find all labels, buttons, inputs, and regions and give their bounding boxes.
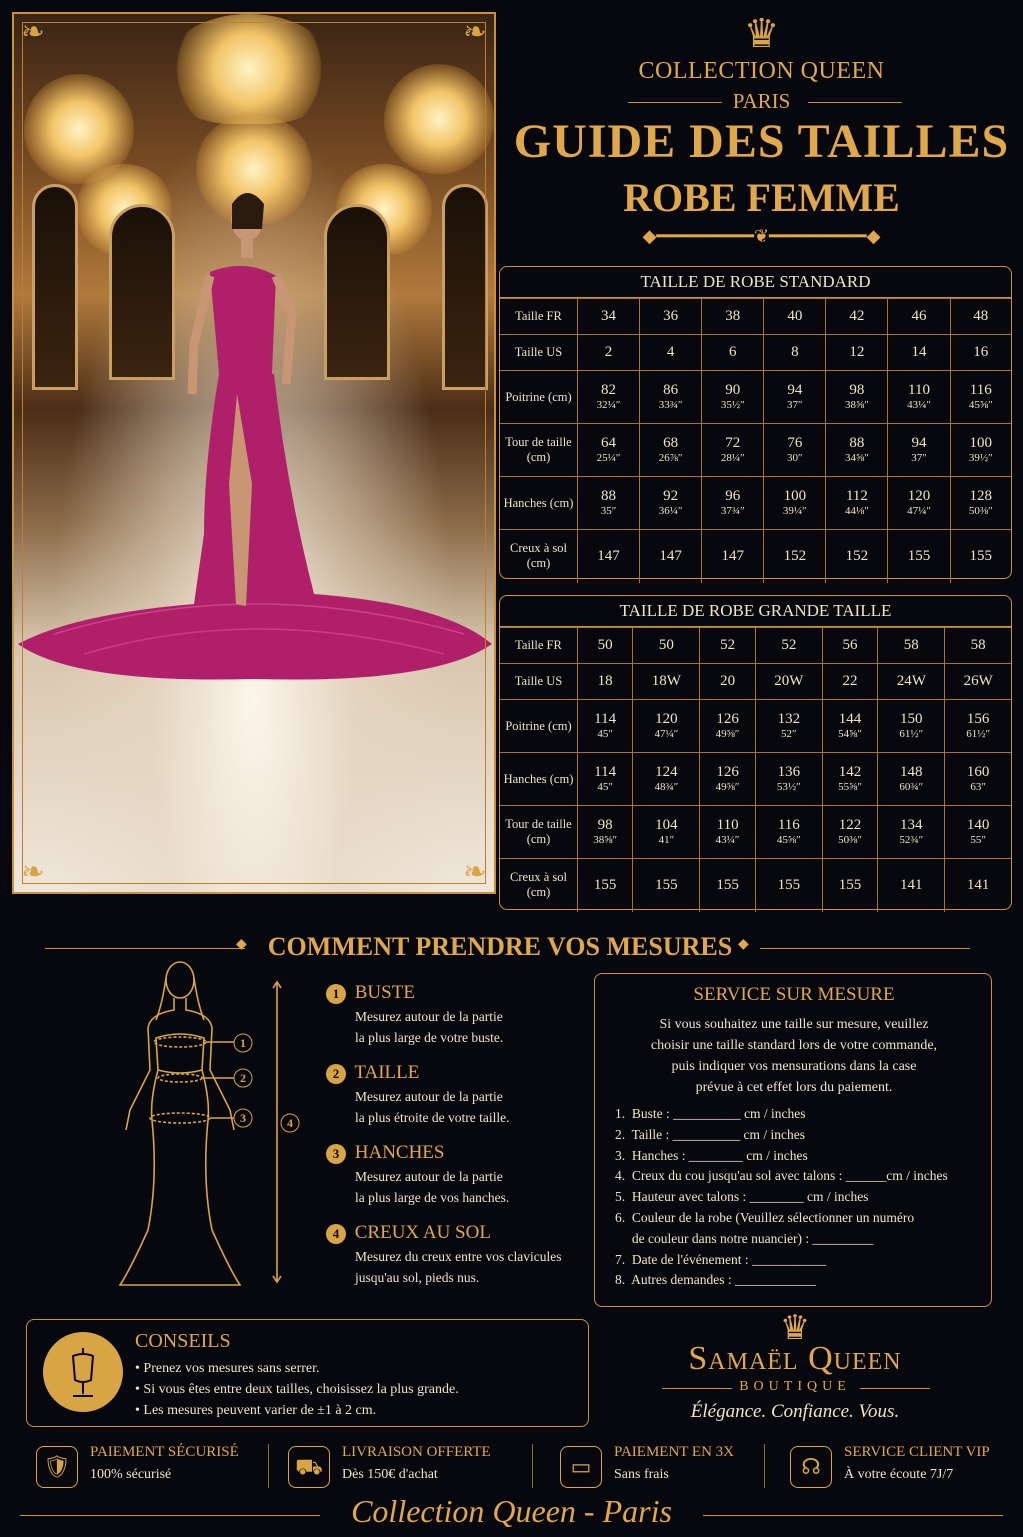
table-cell: 156 61½″ (945, 700, 1011, 753)
table-cell: 116 45⅝″ (950, 371, 1011, 424)
boutique-name: Samaël Queen (688, 1340, 902, 1377)
table-cell: 12 (826, 335, 888, 371)
table-cell: 88 34⅝″ (826, 424, 888, 477)
table-row (500, 335, 1011, 371)
table-cell: 82 32¼″ (578, 371, 640, 424)
table-cell: 14 (888, 335, 950, 371)
step-title: HANCHES (350, 1142, 445, 1163)
table-cell: 104 41″ (633, 806, 700, 859)
table-title: TAILLE DE ROBE STANDARD (500, 267, 1011, 298)
intro-line: puis indiquer vos mensurations dans la case (671, 1059, 917, 1074)
table-cell: 160 63″ (945, 753, 1011, 806)
service-intro (595, 1014, 993, 1098)
table-cell: 48 (950, 299, 1011, 335)
feature-title: PAIEMENT SÉCURISÉ (90, 1444, 239, 1460)
table-cell: 20 (700, 664, 755, 700)
table-row (500, 424, 1011, 477)
row-label: Taille FR (500, 299, 578, 335)
table-cell: 38 (702, 299, 764, 335)
measure-step (326, 1062, 586, 1128)
feature-subtitle: Dès 150€ d'achat (342, 1467, 438, 1482)
hero-photo (12, 12, 496, 894)
table-cell: 94 37″ (888, 424, 950, 477)
figure-label-4: 4 (287, 1116, 293, 1130)
table-cell: 147 (702, 530, 764, 583)
table-cell: 8 (764, 335, 826, 371)
shield-lock-icon: 🛡 (36, 1446, 78, 1488)
table-cell: 126 49⅝″ (700, 700, 755, 753)
feature-item (790, 1442, 1020, 1492)
table-cell: 116 45⅝″ (755, 806, 822, 859)
crown-icon: ♛ (743, 11, 780, 56)
table-cell: 134 52¾″ (878, 806, 945, 859)
page-title: GUIDE DES TAILLES (513, 115, 1010, 168)
header (500, 10, 1023, 57)
row-label: Creux à sol (cm) (500, 530, 578, 583)
features-bar (0, 1436, 1023, 1496)
table-cell: 128 50⅜″ (950, 477, 1011, 530)
figure-label-1: 1 (240, 1036, 246, 1050)
feature-title: LIVRAISON OFFERTE (342, 1444, 491, 1460)
table-cell: 148 60¾″ (878, 753, 945, 806)
body-silhouette (110, 960, 310, 1290)
step-title: CREUX AU SOL (350, 1222, 491, 1243)
table-cell: 98 38⅝″ (826, 371, 888, 424)
diamond-icon: ◆ (236, 937, 247, 952)
plus-size-table (499, 595, 1012, 910)
section-title: COMMENT PRENDRE VOS MESURES (267, 932, 733, 961)
table-row (500, 299, 1011, 335)
table-cell: 122 50⅜″ (822, 806, 877, 859)
table-row (500, 371, 1011, 424)
service-list (615, 1104, 985, 1291)
table-cell: 50 (578, 628, 633, 664)
row-label: Taille US (500, 335, 578, 371)
feature-subtitle: Sans frais (614, 1467, 669, 1482)
corner-ornament-icon: ❧ (21, 17, 45, 48)
table-cell: 18 (578, 664, 633, 700)
step-title: BUSTE (350, 982, 415, 1003)
tips-title: CONSEILS (135, 1330, 231, 1352)
diamond-icon: ◆ (738, 937, 749, 952)
table-cell: 86 33¾″ (640, 371, 702, 424)
boutique-tagline: Élégance. Confiance. Vous. (690, 1401, 900, 1422)
table-cell: 152 (826, 530, 888, 583)
table-cell: 124 48¾″ (633, 753, 700, 806)
figure-label-3: 3 (240, 1111, 246, 1125)
table-cell: 155 (888, 530, 950, 583)
table-cell: 90 35½″ (702, 371, 764, 424)
tip-item: • Les mesures peuvent varier de ±1 à 2 cm. (135, 1403, 377, 1418)
tips-box (26, 1319, 589, 1427)
row-label: Poitrine (cm) (500, 371, 578, 424)
footer-signature: Collection Queen - Paris (351, 1493, 672, 1529)
table-cell: 98 38⅝″ (578, 806, 633, 859)
mannequin-icon (43, 1332, 123, 1412)
table-cell: 2 (578, 335, 640, 371)
table-cell: 120 47¼″ (888, 477, 950, 530)
service-item: 2. Taille : __________ cm / inches (615, 1126, 806, 1142)
table-cell: 141 (945, 859, 1011, 912)
row-label: Taille US (500, 664, 578, 700)
table-row (500, 859, 1011, 912)
step-description: Mesurez autour de la partie la plus étroite de votre taille. (355, 1089, 510, 1125)
table-cell: 152 (764, 530, 826, 583)
standard-size-table (499, 266, 1012, 579)
table-cell: 120 47¼″ (633, 700, 700, 753)
table-cell: 144 54⅝″ (822, 700, 877, 753)
table-cell: 18W (633, 664, 700, 700)
credit-card-icon: ▭ (560, 1446, 602, 1488)
step-number: 3 (326, 1144, 346, 1164)
service-item: 6. Couleur de la robe (Veuillez sélectionner un numéro (615, 1209, 915, 1225)
table-cell: 68 26⅞″ (640, 424, 702, 477)
table-row (500, 806, 1011, 859)
row-label: Poitrine (cm) (500, 700, 578, 753)
table-cell: 64 25¼″ (578, 424, 640, 477)
table-title: TAILLE DE ROBE GRANDE TAILLE (500, 596, 1011, 627)
table-cell: 16 (950, 335, 1011, 371)
table-cell: 40 (764, 299, 826, 335)
table-cell: 72 28¼″ (702, 424, 764, 477)
table-cell: 50 (633, 628, 700, 664)
table-cell: 96 37¾″ (702, 477, 764, 530)
table-cell: 58 (945, 628, 1011, 664)
intro-line: Si vous souhaitez une taille sur mesure, veuillez (659, 1017, 929, 1032)
feature-item (288, 1442, 518, 1492)
table-cell: 155 (950, 530, 1011, 583)
table-cell: 6 (702, 335, 764, 371)
table-cell: 36 (640, 299, 702, 335)
table-cell: 94 37″ (764, 371, 826, 424)
service-item: 4. Creux du cou jusqu'au sol avec talons : ______cm / inches (615, 1168, 948, 1184)
figure-label-2: 2 (240, 1071, 246, 1085)
table-cell: 140 55″ (945, 806, 1011, 859)
step-title: TAILLE (350, 1062, 420, 1083)
table-row (500, 664, 1011, 700)
step-description: Mesurez autour de la partie la plus large de votre buste. (355, 1009, 504, 1045)
corner-ornament-icon: ❧ (463, 857, 487, 888)
tip-item: • Si vous êtes entre deux tailles, choisissez la plus grande. (135, 1382, 459, 1397)
row-label: Tour de taille (cm) (500, 806, 578, 859)
table-cell: 20W (755, 664, 822, 700)
feature-title: SERVICE CLIENT VIP (844, 1444, 990, 1460)
measure-step (326, 1222, 586, 1288)
table-cell: 141 (878, 859, 945, 912)
custom-service-box (594, 973, 992, 1307)
tip-item: • Prenez vos mesures sans serrer. (135, 1361, 320, 1376)
table-cell: 136 53½″ (755, 753, 822, 806)
table-cell: 114 45″ (578, 700, 633, 753)
table-cell: 52 (700, 628, 755, 664)
tips-list (135, 1358, 459, 1421)
row-label: Taille FR (500, 628, 578, 664)
table-cell: 88 35″ (578, 477, 640, 530)
table-cell: 52 (755, 628, 822, 664)
table-cell: 92 36¼″ (640, 477, 702, 530)
feature-item (560, 1442, 790, 1492)
corner-ornament-icon: ❧ (463, 17, 487, 48)
table-cell: 155 (633, 859, 700, 912)
table-row (500, 628, 1011, 664)
measure-step (326, 1142, 586, 1208)
row-label: Creux à sol (cm) (500, 859, 578, 912)
table-cell: 155 (822, 859, 877, 912)
step-number: 2 (326, 1064, 346, 1084)
page-subtitle: ROBE FEMME (623, 175, 900, 220)
table-cell: 22 (822, 664, 877, 700)
table-cell: 100 39¼″ (764, 477, 826, 530)
boutique-subtitle: BOUTIQUE (739, 1379, 851, 1394)
table-cell: 112 44⅛″ (826, 477, 888, 530)
step-number: 1 (326, 984, 346, 1004)
intro-line: prévue à cet effet lors du paiement. (695, 1080, 893, 1095)
step-description: Mesurez autour de la partie la plus large de vos hanches. (355, 1169, 510, 1205)
table-cell: 34 (578, 299, 640, 335)
row-label: Hanches (cm) (500, 753, 578, 806)
table-cell: 147 (640, 530, 702, 583)
table-cell: 132 52″ (755, 700, 822, 753)
table-cell: 76 30″ (764, 424, 826, 477)
table-row (500, 700, 1011, 753)
service-item: 5. Hauteur avec talons : ________ cm / inches (615, 1189, 869, 1205)
feature-subtitle: 100% sécurisé (90, 1467, 172, 1482)
table-cell: 126 49⅝″ (700, 753, 755, 806)
table-cell: 150 61½″ (878, 700, 945, 753)
row-label: Hanches (cm) (500, 477, 578, 530)
table-row (500, 530, 1011, 583)
table-cell: 58 (878, 628, 945, 664)
table-cell: 46 (888, 299, 950, 335)
table-cell: 147 (578, 530, 640, 583)
table-cell: 155 (578, 859, 633, 912)
brand-city: PARIS (732, 89, 791, 113)
table-cell: 110 43¼″ (700, 806, 755, 859)
table-cell: 24W (878, 664, 945, 700)
table-row (500, 753, 1011, 806)
corner-ornament-icon: ❧ (21, 857, 45, 888)
table-cell: 114 45″ (578, 753, 633, 806)
headset-icon: ☊ (790, 1446, 832, 1488)
table-cell: 100 39½″ (950, 424, 1011, 477)
measure-step (326, 982, 586, 1048)
divider-ornament-icon: ◆━━━━━━━━━❦━━━━━━━━━◆ (642, 226, 881, 246)
table-cell: 56 (822, 628, 877, 664)
table-cell: 142 55⅝″ (822, 753, 877, 806)
table-cell: 42 (826, 299, 888, 335)
service-item: de couleur dans notre nuancier) : _________ (615, 1230, 874, 1246)
service-title: SERVICE SUR MESURE (693, 984, 895, 1005)
intro-line: choisir une taille standard lors de votre commande, (650, 1038, 938, 1053)
table-cell: 26W (945, 664, 1011, 700)
table-row (500, 477, 1011, 530)
step-description: Mesurez du creux entre vos clavicules jusqu'au sol, pieds nus. (355, 1249, 562, 1285)
boutique-crown-icon: ♛ (779, 1310, 811, 1347)
row-label: Tour de taille (cm) (500, 424, 578, 477)
table-cell: 155 (755, 859, 822, 912)
feature-subtitle: À votre écoute 7J/7 (844, 1467, 954, 1482)
delivery-truck-icon: ⛟ (288, 1446, 330, 1488)
service-item: 3. Hanches : ________ cm / inches (615, 1147, 808, 1163)
feature-title: PAIEMENT EN 3X (614, 1444, 735, 1460)
service-item: 1. Buste : __________ cm / inches (615, 1106, 806, 1121)
step-number: 4 (326, 1224, 346, 1244)
table-cell: 155 (700, 859, 755, 912)
table-cell: 110 43¼″ (888, 371, 950, 424)
feature-item (36, 1442, 266, 1492)
table-cell: 4 (640, 335, 702, 371)
service-item: 7. Date de l'événement : ___________ (615, 1251, 827, 1267)
service-item: 8. Autres demandes : ____________ (615, 1272, 816, 1288)
brand-name: COLLECTION QUEEN (638, 58, 885, 84)
